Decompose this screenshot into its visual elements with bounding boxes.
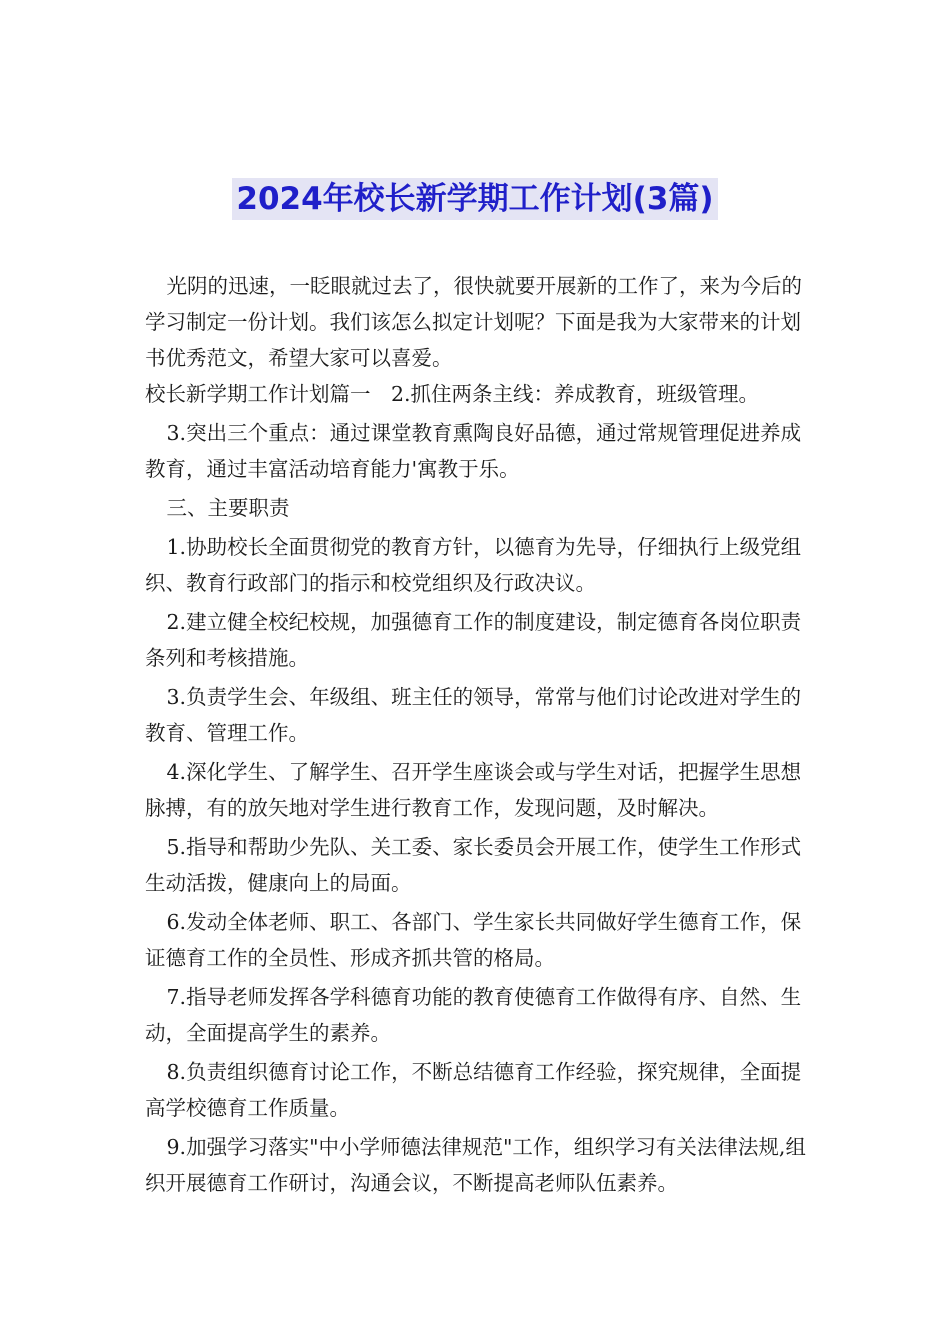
list-item: 2.建立健全校纪校规，加强德育工作的制度建设，制定德育各岗位职责条列和考核措施。	[145, 610, 802, 670]
list-item: 5.指导和帮助少先队、关工委、家长委员会开展工作，使学生工作形式生动活拨，健康向上的局面。	[145, 835, 802, 895]
title-container	[0, 178, 950, 220]
list-item: 9.加强学习落实"中小学师德法律规范"工作，组织学习有关法律法规,组织开展德育工作研讨，沟通会议，不断提高老师队伍素养。	[145, 1135, 806, 1195]
section-heading: 三、主要职责	[166, 496, 290, 520]
list-item: 4.深化学生、了解学生、召开学生座谈会或与学生对话，把握学生思想脉搏，有的放矢地对学生进行教育工作，发现问题，及时解决。	[145, 760, 802, 820]
list-item: 6.发动全体老师、职工、各部门、学生家长共同做好学生德育工作，保证德育工作的全员性、形成齐抓共管的格局。	[145, 910, 802, 970]
list-item: 3.负责学生会、年级组、班主任的领导，常常与他们讨论改进对学生的教育、管理工作。	[145, 685, 802, 745]
list-item: 1.协助校长全面贯彻党的教育方针，以德育为先导，仔细执行上级党组织、教育行政部门的指示和校党组织及行政决议。	[145, 535, 802, 595]
part-heading-line: 校长新学期工作计划篇一 2.抓住两条主线：养成教育，班级管理。	[145, 382, 760, 406]
list-item: 8.负责组织德育讨论工作，不断总结德育工作经验，探究规律，全面提高学校德育工作质量。	[145, 1060, 802, 1120]
document-body	[145, 268, 820, 1201]
key-points-paragraph: 3.突出三个重点：通过课堂教育熏陶良好品德，通过常规管理促进养成教育，通过丰富活动培育能力'寓教于乐。	[145, 421, 802, 481]
list-item: 7.指导老师发挥各学科德育功能的教育使德育工作做得有序、自然、生动，全面提高学生的素养。	[145, 985, 802, 1045]
document-title: 2024年校长新学期工作计划(3篇)	[232, 178, 717, 220]
intro-paragraph: 光阴的迅速，一眨眼就过去了，很快就要开展新的工作了，来为今后的学习制定一份计划。我们该怎么拟定计划呢？下面是我为大家带来的计划书优秀范文，希望大家可以喜爱。	[145, 274, 803, 370]
